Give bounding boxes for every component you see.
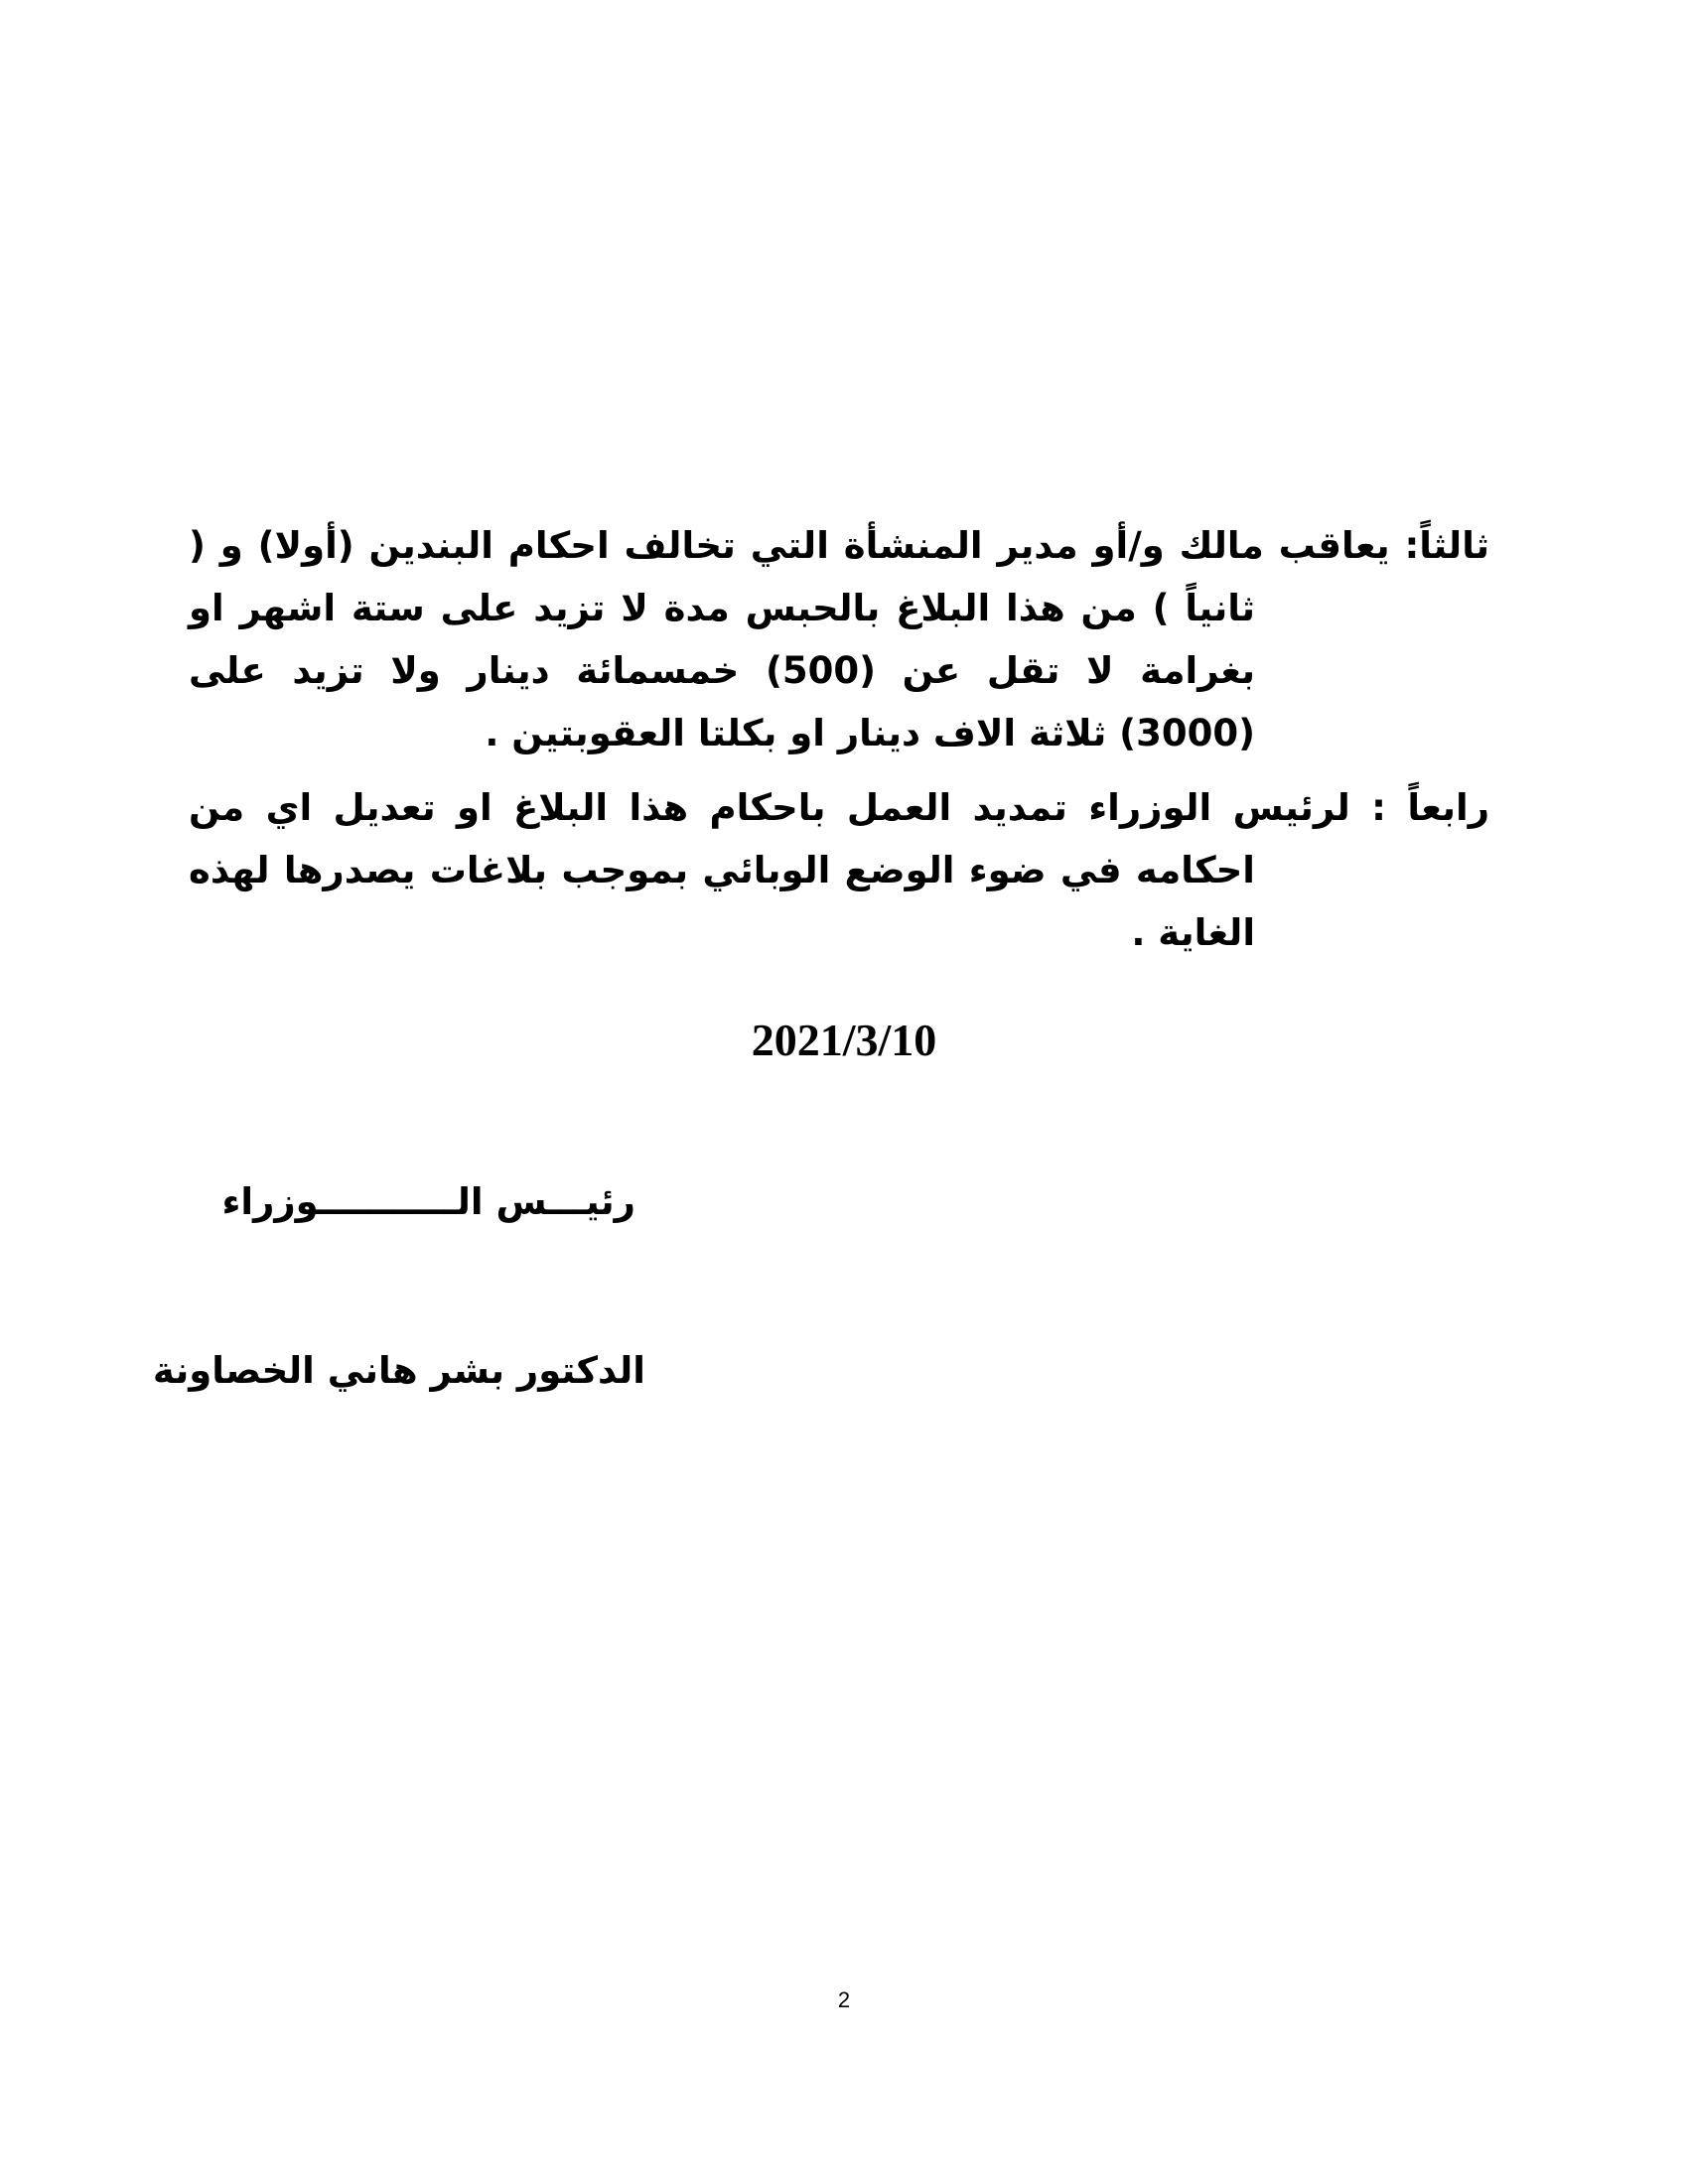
- clause-fourth-text: لرئيس الوزراء تمديد العمل باحكام هذا البلاغ او تعديل اي من احكامه في ضوء الوضع الوبائي بموجب بلاغات يصدرها لهذه الغاية .: [189, 786, 1372, 954]
- clause-third-heading: ثالثاً:: [1404, 524, 1489, 567]
- signatory-title: رئيـــس الـــــــــــوزراء: [221, 1180, 635, 1223]
- document-date: 2021/3/10: [751, 1015, 937, 1065]
- signatory-name: الدكتور بشر هاني الخصاونة: [152, 1349, 645, 1392]
- clause-fourth: [189, 776, 1489, 964]
- clause-third: [189, 514, 1489, 764]
- page-number: 2: [837, 1987, 851, 2012]
- clause-third-text: يعاقب مالك و/أو مدير المنشأة التي تخالف احكام البندين (أولا) و ( ثانياً ) من هذا البلاغ بالحبس مدة لا تزيد على ستة اشهر او بغرامة لا تقل عن (500) خمسمائة دينار ولا تزيد على (3000) ثلاثة الاف دينار او بكلتا العقوبتين .: [189, 524, 1405, 754]
- clause-fourth-heading: رابعاً :: [1371, 786, 1489, 829]
- clauses-section: [189, 514, 1489, 964]
